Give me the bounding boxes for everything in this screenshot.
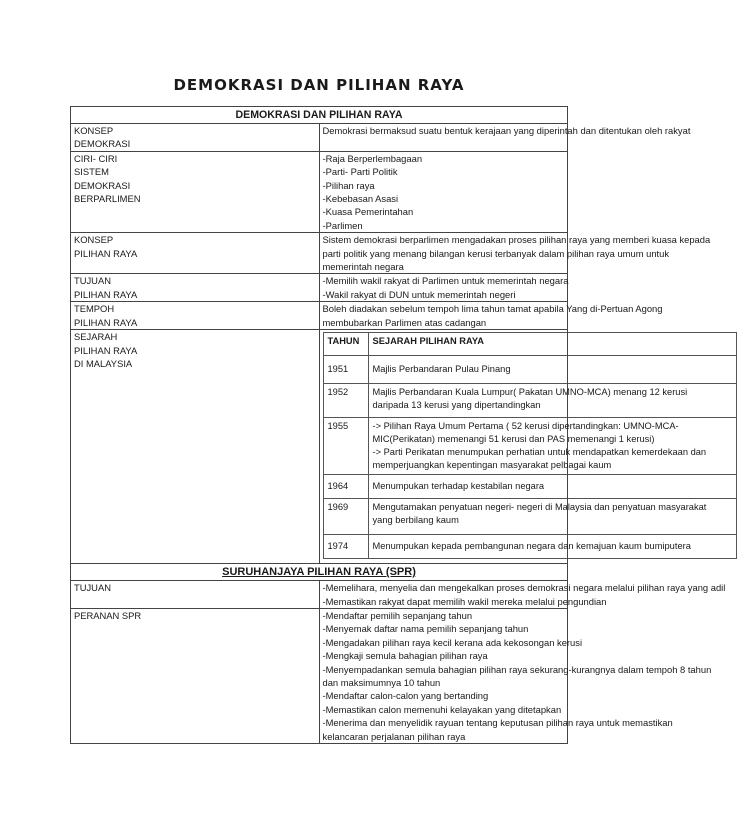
year-cell: 1952: [323, 384, 368, 418]
row-label: [71, 302, 320, 330]
col-header-event: SEJARAH PILIHAN RAYA: [368, 333, 736, 356]
row-label: [71, 581, 320, 609]
text-line: -Mengkaji semula bahagian pilihan raya: [322, 650, 488, 662]
text-line: PILIHAN RAYA: [74, 344, 138, 356]
text-line: TEMPOH: [74, 303, 115, 315]
row-tempoh-pilihan-raya: [71, 302, 568, 330]
text-line: SEJARAH: [74, 331, 118, 343]
sejarah-header-row: [323, 333, 736, 356]
sejarah-row: [323, 418, 736, 475]
text-line: -Mengadakan pilihan raya kecil kerana ada kekosongan kerusi: [322, 636, 583, 648]
sejarah-row: [323, 384, 736, 418]
text-line: -Wakil rakyat di DUN untuk memerintah negeri: [322, 288, 516, 300]
row-content: [319, 124, 691, 152]
text-line: Majlis Perbandaran Pulau Pinang: [372, 364, 511, 375]
text-line: Majlis Perbandaran Kuala Lumpur( Pakatan UMNO-MCA) menang 12 kerusi: [372, 387, 688, 398]
row-content: [319, 233, 711, 274]
row-content: [319, 302, 663, 330]
row-content: [319, 330, 707, 564]
text-line: -Pilihan raya: [322, 179, 375, 191]
event-cell: [368, 535, 736, 559]
text-line: PILIHAN RAYA: [74, 288, 138, 300]
text-line: -Memastikan rakyat dapat memilih wakil mereka melalui pengundian: [322, 595, 607, 607]
text-line: KONSEP: [74, 234, 114, 246]
row-tujuan-pilihan-raya: [71, 274, 568, 302]
text-line: Menumpukan terhadap kestabilan negara: [372, 481, 545, 492]
text-line: KONSEP: [74, 125, 114, 136]
event-cell: [368, 356, 736, 384]
year-cell: 1955: [323, 418, 368, 475]
text-line: Menumpukan kepada pembangunan negara dan kemajuan kaum bumiputera: [372, 541, 691, 552]
sejarah-row: [323, 356, 736, 384]
text-line: DI MALAYSIA: [74, 357, 133, 369]
row-ciri-sistem: [71, 151, 568, 232]
text-line: -Memilih wakil rakyat di Parlimen untuk memerintah negara: [322, 275, 569, 287]
section-heading-demokrasi-text: DEMOKRASI DAN PILIHAN RAYA: [235, 109, 403, 121]
event-cell: [368, 384, 736, 418]
event-cell: [368, 475, 736, 499]
year-cell: 1951: [323, 356, 368, 384]
section-heading-demokrasi-row: [71, 107, 568, 124]
text-line: parti politik yang menang bilangan kerusi terbanyak dalam pilihan raya umum untuk: [322, 247, 670, 259]
text-line: -Menyempadankan semula bahagian pilihan raya sekurang-kurangnya dalam tempoh 8 tahun: [322, 663, 712, 675]
row-label: [71, 124, 320, 152]
text-line: -Menerima dan menyelidik rayuan tentang keputusan pilihan raya untuk memastikan: [322, 717, 673, 729]
text-line: DEMOKRASI: [74, 138, 131, 150]
text-line: -Memastikan calon memenuhi kelayakan yang ditetapkan: [322, 703, 562, 715]
text-line: -Memelihara, menyelia dan mengekalkan proses demokrasi negara melalui pilihan raya yang adil: [322, 582, 726, 594]
year-cell: 1969: [323, 499, 368, 535]
text-line: -Mendaftar pemilih sepanjang tahun: [322, 609, 473, 621]
text-line: -Parti- Parti Politik: [322, 166, 398, 178]
year-cell: 1974: [323, 535, 368, 559]
text-line: SISTEM: [74, 166, 109, 178]
section-heading-demokrasi: [71, 107, 568, 124]
event-cell: [368, 418, 736, 475]
notes-table: [70, 106, 726, 744]
section-heading-spr-text: SURUHANJAYA PILIHAN RAYA (SPR): [222, 566, 416, 579]
text-line: TUJUAN: [74, 275, 111, 287]
row-label: [71, 233, 320, 274]
row-content: [319, 581, 726, 609]
text-line: Demokrasi bermaksud suatu bentuk kerajaan yang diperintah dan ditentukan oleh rakyat: [322, 125, 691, 136]
text-line: dan maksimumnya 10 tahun: [322, 676, 441, 688]
row-peranan-spr: [71, 608, 568, 743]
text-line: membubarkan Parlimen atas cadangan: [322, 316, 487, 328]
sejarah-row: [323, 535, 736, 559]
sejarah-row: [323, 475, 736, 499]
row-content: [319, 608, 712, 743]
row-content: [319, 274, 568, 302]
row-label: [71, 330, 320, 564]
text-line: -> Pilihan Raya Umum Pertama ( 52 kerusi dipertandingkan: UMNO-MCA-: [372, 421, 679, 432]
row-konsep-pilihan-raya: [71, 233, 568, 274]
section-heading-spr: [71, 564, 568, 581]
page-title: DEMOKRASI DAN PILIHAN RAYA: [173, 76, 465, 94]
text-line: kelancaran perjalanan pilihan raya: [322, 730, 466, 742]
event-cell: [368, 499, 736, 535]
text-line: -Raja Berperlembagaan: [322, 152, 423, 164]
text-line: Mengutamakan penyatuan negeri- negeri di Malaysia dan penyatuan masyarakat: [372, 502, 707, 513]
row-content: [319, 151, 568, 232]
text-line: Sistem demokrasi berparlimen mengadakan proses pilihan raya yang memberi kuasa kepada: [322, 234, 711, 246]
section-heading-spr-row: [71, 564, 568, 581]
text-line: CIRI- CIRI: [74, 152, 118, 164]
text-line: PILIHAN RAYA: [74, 316, 138, 328]
row-sejarah: [71, 330, 568, 564]
text-line: BERPARLIMEN: [74, 193, 141, 205]
text-line: memperjuangkan kepentingan masyarakat pelbagai kaum: [372, 460, 612, 471]
text-line: TUJUAN: [74, 582, 111, 594]
text-line: PERANAN SPR: [74, 609, 142, 621]
col-header-year: TAHUN: [323, 333, 368, 356]
text-line: PILIHAN RAYA: [74, 247, 138, 259]
text-line: DEMOKRASI: [74, 179, 131, 191]
text-line: Boleh diadakan sebelum tempoh lima tahun tamat apabila Yang di-Pertuan Agong: [322, 303, 663, 315]
row-label: [71, 274, 320, 302]
text-line: -Mendaftar calon-calon yang bertanding: [322, 690, 489, 702]
row-label: [71, 608, 320, 743]
row-tujuan-spr: [71, 581, 568, 609]
text-line: -Menyemak daftar nama pemilih sepanjang tahun: [322, 623, 529, 635]
text-line: memerintah negara: [322, 261, 404, 273]
text-line: -> Parti Perikatan menumpukan perhatian untuk mendapatkan kemerdekaan dan: [372, 447, 707, 458]
text-line: daripada 13 kerusi yang dipertandingkan: [372, 400, 541, 411]
text-line: MIC(Perikatan) memenangi 51 kerusi dan PAS memenangi 1 kerusi): [372, 434, 655, 445]
text-line: yang berbilang kaum: [372, 515, 459, 526]
year-cell: 1964: [323, 475, 368, 499]
row-konsep-demokrasi: [71, 124, 568, 152]
row-label: [71, 151, 320, 232]
sejarah-row: [323, 499, 736, 535]
text-line: -Kebebasan Asasi: [322, 193, 399, 205]
sejarah-table: [323, 332, 737, 559]
text-line: -Parlimen: [322, 219, 363, 231]
text-line: -Kuasa Pemerintahan: [322, 206, 414, 218]
